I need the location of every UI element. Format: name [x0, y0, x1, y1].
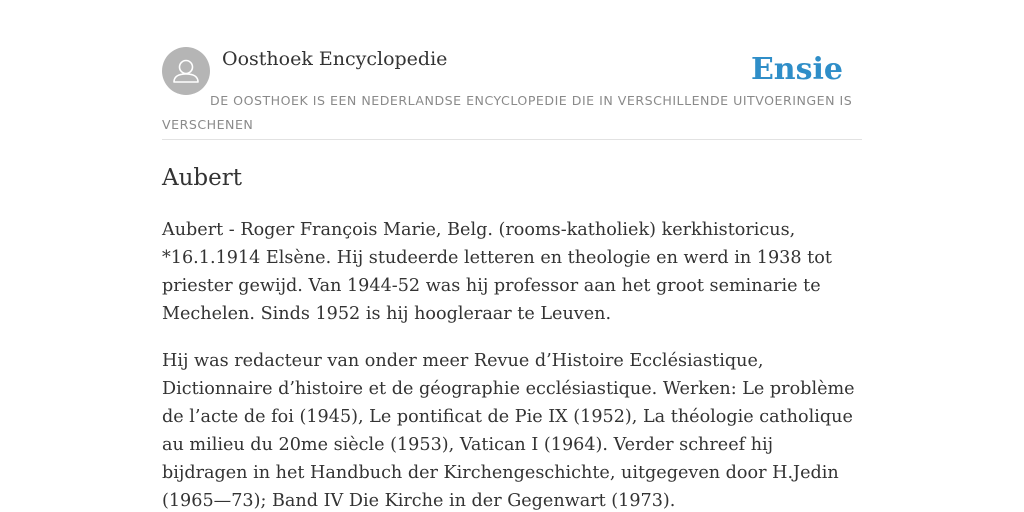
article-paragraph: Aubert - Roger François Marie, Belg. (rooms-katholiek) kerkhistoricus, *16.1.1914 Elsène. Hij studeerde letteren en theologie en werd in 1938 tot priester gewijd. Van 1944-52 was hij professor aan het groot seminarie te Mechelen. Sinds 1952 is hij hoogleraar te Leuven.: [162, 220, 832, 324]
source-title[interactable]: Oosthoek Encyclopedie: [222, 48, 448, 70]
source-header: [162, 0, 862, 140]
source-avatar[interactable]: [162, 47, 210, 95]
article-title: Aubert: [162, 165, 242, 191]
source-description: DE OOSTHOEK IS EEN NEDERLANDSE ENCYCLOPEDIE DIE IN VERSCHILLENDE UITVOERINGEN IS VERSCHENEN: [162, 93, 853, 132]
article-paragraph: Hij was redacteur van onder meer Revue d’Histoire Ecclésiastique, Dictionnaire d’histoire et de géographie ecclésiastique. Werken: Le problème de l’acte de foi (1945), Le pontificat de Pie IX (1952), La théologie catholique au milieu du 20me siècle (1953), Vatican I (1964). Verder schreef hij bijdragen in het Handbuch der Kirchengeschichte, uitgegeven door H.Jedin (1965—73); Band IV Die Kirche in der Gegenwart (1973).: [162, 351, 855, 511]
ensie-logo-link[interactable]: Ensie: [750, 52, 843, 87]
user-icon: [162, 47, 210, 95]
page-container: [162, 0, 862, 511]
